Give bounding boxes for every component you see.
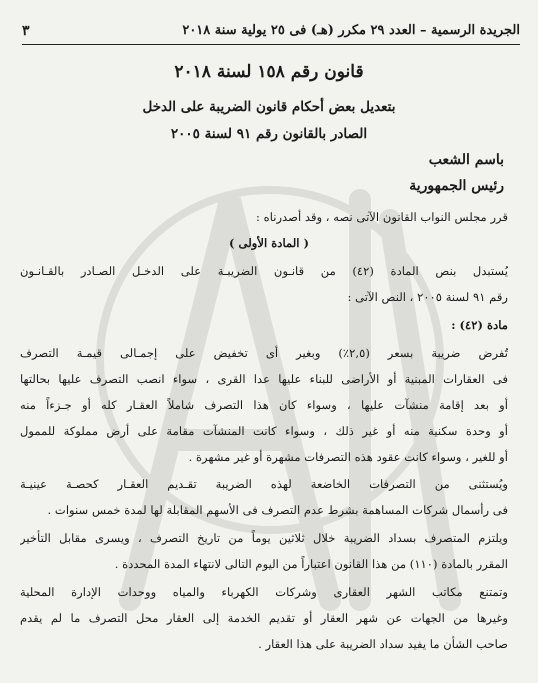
paragraph-line: ويُستثنى من التصرفات الخاضعة لهذه الضريبة تقـديم العقـار كحصـة عينيـة	[20, 477, 508, 491]
running-header: الجريدة الرسمية – العدد ٢٩ مكرر (هـ) فى ٢٥ يولية سنة ٢٠١٨	[182, 23, 520, 38]
enactment-clause: قرر مجلس النواب القانون الآتى نصه ، وقد أصدرناه :	[256, 210, 508, 224]
paragraph-line: ويلتزم المتصرف بسداد الضريبة خلال ثلاثين يوماً من تاريخ التصرف ، ويسرى مقابل التأخير	[20, 531, 508, 545]
paragraph-line: فى رأسمال شركات المساهمة بشرط عدم التصرف فى الأسهم المقابلة لها لمدة خمس سنوات .	[47, 503, 508, 517]
paragraph-line: صاحب الشأن ما يفيد سداد الضريبة على هذا العقار .	[258, 637, 508, 651]
paragraph-line: وتمتنع مكاتب الشهر العقارى وشركات الكهرباء والمياه ووحدات الإدارة المحلية	[20, 585, 508, 599]
article-42-label: مادة (٤٢) :	[451, 318, 508, 332]
article-1-text-line: يُستبدل بنص المادة (٤٢) من قانـون الضريبـة على الدخـل الصـادر بالقـانـون	[20, 264, 508, 278]
page-header	[22, 18, 520, 45]
paragraph-line: أو وحدة سكنية منه أو غير ذلك ، وسواء كانت المنشآت مقامة على أرض مملوكة للممول	[20, 424, 508, 438]
law-title: قانون رقم ١٥٨ لسنة ٢٠١٨	[174, 62, 364, 82]
paragraph-line: فى العقارات المبنية أو الأراضى للبناء عليها عدا القرى ، سواء انصب التصرف عليها بحالتها	[20, 372, 508, 386]
president-title: رئيس الجمهورية	[409, 178, 504, 194]
article-1-text-line: رقم ٩١ لسنة ٢٠٠٥ ، النص الآتى :	[347, 290, 508, 304]
article-1-heading: ( المادة الأولى )	[229, 236, 309, 250]
law-subtitle: بتعديل بعض أحكام قانون الضريبة على الدخل	[142, 99, 396, 115]
paragraph-line: أو للغير ، وسواء كانت عقود هذه التصرفات مشهرة أو غير مشهرة .	[188, 450, 508, 464]
paragraph-line: المقرر بالمادة (١١٠) من هذا القانون اعتباراً من اليوم التالى لانتهاء المدة المحددة .	[114, 557, 508, 571]
paragraph-line: وغيرها من الجهات عن شهر العقار أو تقديم الخدمة إلى العقار محل التصرف ما لم يقدم	[20, 611, 508, 625]
law-subtitle-reference: الصادر بالقانون رقم ٩١ لسنة ٢٠٠٥	[170, 126, 368, 142]
page-number: ٣	[22, 23, 30, 39]
in-the-name-of-the-people: باسم الشعب	[428, 152, 504, 168]
paragraph-line: تُفرض ضريبة بسعر (٢,٥٪) وبغير أى تخفيض على إجمـالى قيمـة التصرف	[20, 346, 508, 360]
paragraph-line: أو بعد إقامة منشآت عليها ، وسواء كان هذا التصرف شاملاً العقـار كله أو جـزءاً منه	[20, 398, 508, 412]
